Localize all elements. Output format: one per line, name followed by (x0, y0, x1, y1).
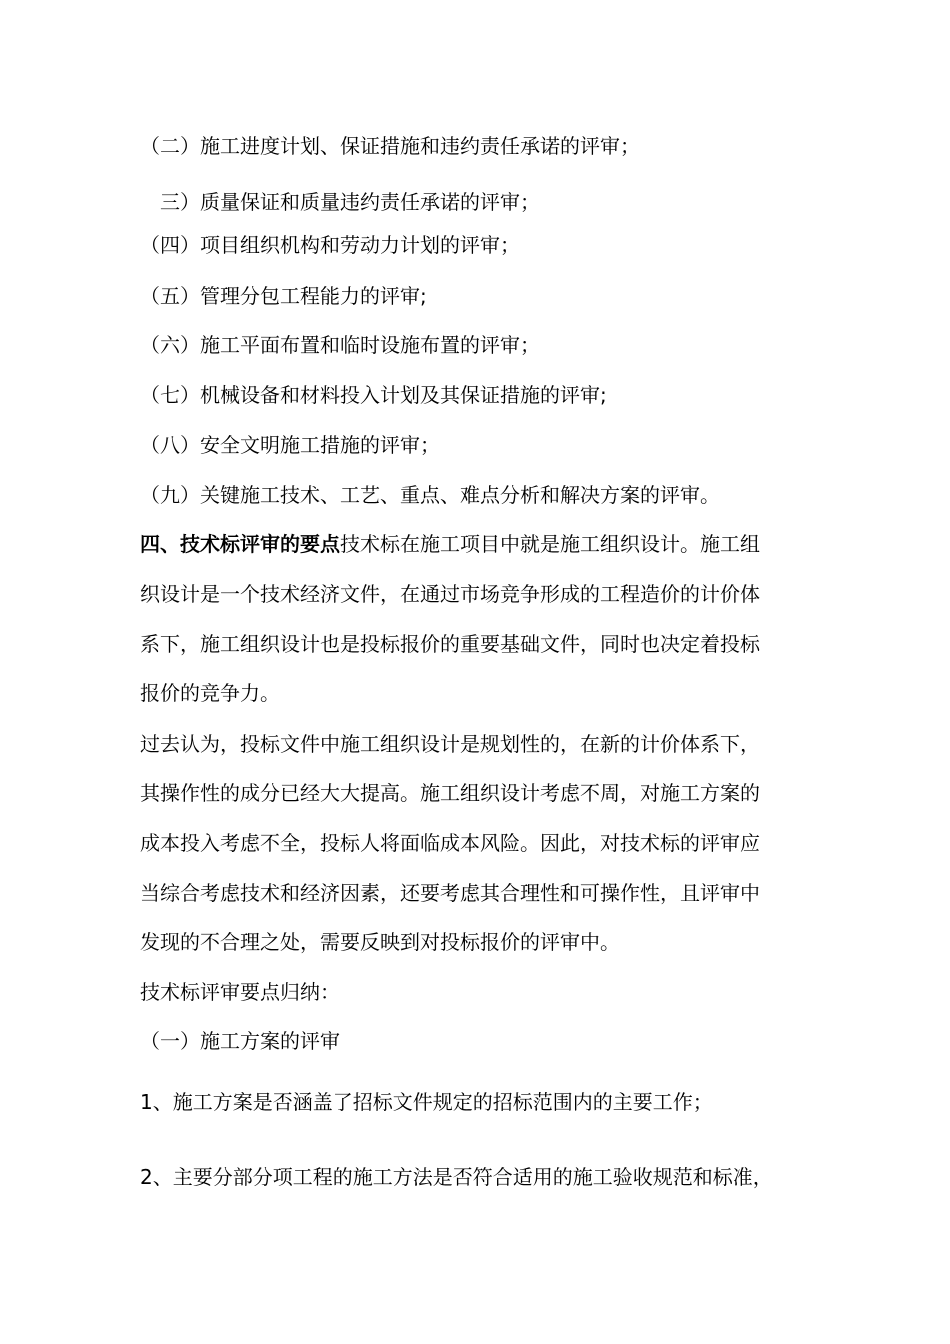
review-item-2: （二）施工进度计划、保证措施和违约责任承诺的评审； (140, 134, 640, 158)
review-item-8: （八）安全文明施工措施的评审； (140, 433, 440, 457)
paragraph-line: 过去认为，投标文件中施工组织设计是规划性的，在新的计价体系下， (140, 732, 760, 756)
review-item-5: （五）管理分包工程能力的评审; (140, 284, 427, 308)
summary-heading: 技术标评审要点归纳： (140, 980, 340, 1004)
paragraph-line: 发现的不合理之处，需要反映到对投标报价的评审中。 (140, 930, 620, 954)
review-item-4: （四）项目组织机构和劳动力计划的评审； (140, 233, 520, 257)
paragraph-line: 当综合考虑技术和经济因素，还要考虑其合理性和可操作性，且评审中 (140, 881, 760, 905)
review-item-9: （九）关键施工技术、工艺、重点、难点分析和解决方案的评审。 (140, 483, 720, 507)
section-4-line: 织设计是一个技术经济文件，在通过市场竞争形成的工程造价的计价体 (140, 582, 760, 606)
review-item-6: （六）施工平面布置和临时设施布置的评审； (140, 333, 540, 357)
section-4-heading: 四、技术标评审的要点 (140, 532, 340, 556)
section-4-line: 系下，施工组织设计也是投标报价的重要基础文件，同时也决定着投标 (140, 632, 760, 656)
point-1: 1、施工方案是否涵盖了招标文件规定的招标范围内的主要工作； (140, 1090, 713, 1114)
paragraph-line: 其操作性的成分已经大大提高。施工组织设计考虑不周，对施工方案的 (140, 781, 760, 805)
section-4-first-line (140, 530, 760, 558)
point-2: 2、主要分部分项工程的施工方法是否符合适用的施工验收规范和标准， (140, 1165, 773, 1189)
section-4-text: 技术标在施工项目中就是施工组织设计。施工组 (340, 532, 760, 556)
section-4-line: 报价的竞争力。 (140, 681, 280, 705)
review-item-7: （七）机械设备和材料投入计划及其保证措施的评审; (140, 383, 607, 407)
paragraph-line: 成本投入考虑不全，投标人将面临成本风险。因此，对技术标的评审应 (140, 831, 760, 855)
review-item-3: 三）质量保证和质量违约责任承诺的评审； (160, 190, 540, 214)
subheading-construction-plan: （一）施工方案的评审 (140, 1029, 340, 1053)
